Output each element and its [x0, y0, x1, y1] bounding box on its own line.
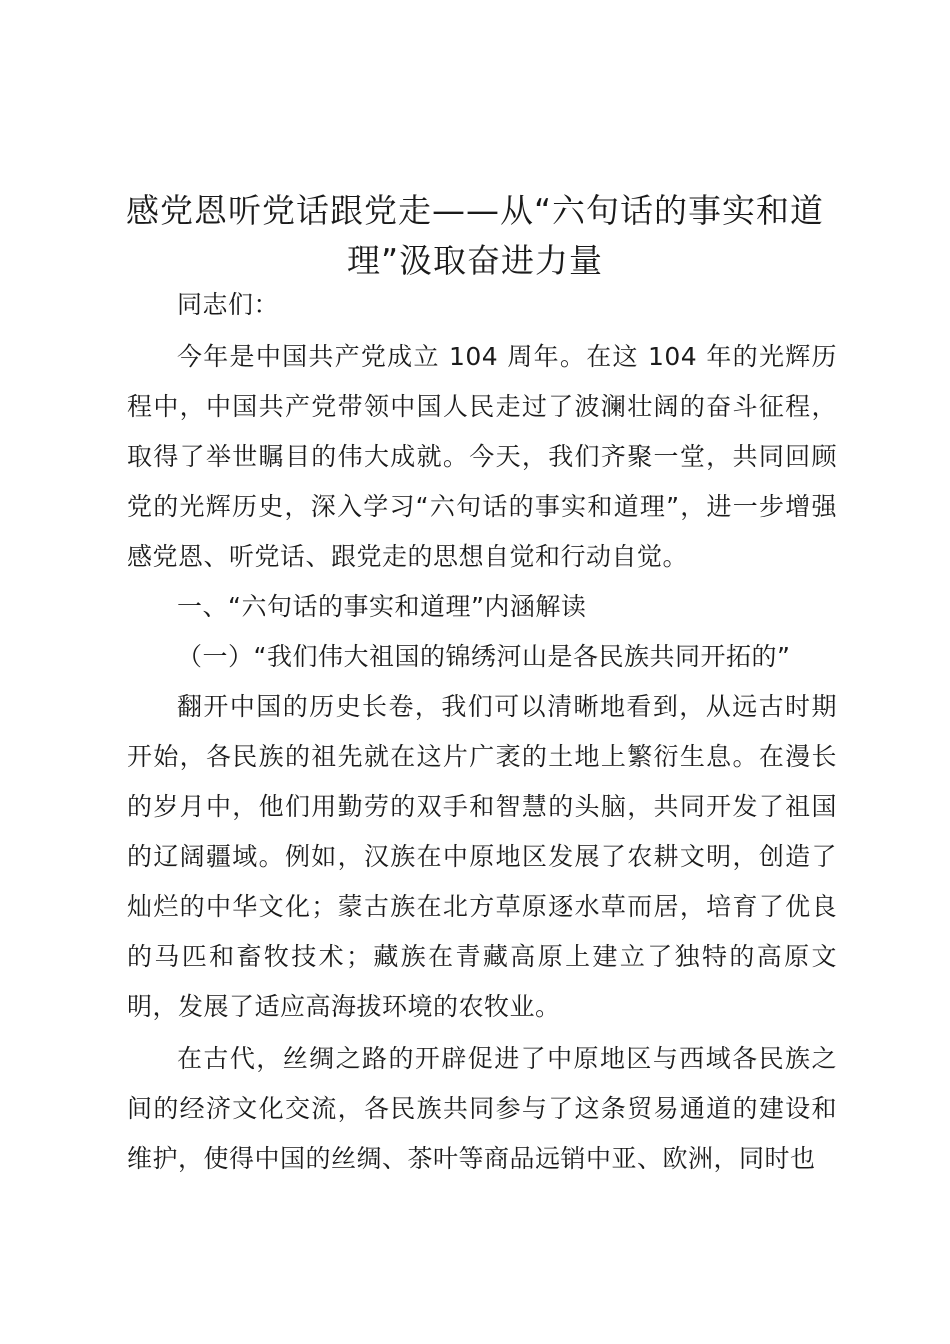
body-paragraph: 翻开中国的历史长卷，我们可以清晰地看到，从远古时期开始，各民族的祖先就在这片广袤的土地上繁衍生息。在漫长的岁月中，他们用勤劳的双手和智慧的头脑，共同开发了祖国的辽阔疆域。例如，汉族在中原地区发展了农耕文明，创造了灿烂的中华文化；蒙古族在北方草原逐水草而居，培育了优良的马匹和畜牧技术；藏族在青藏高原上建立了独特的高原文明，发展了适应高海拔环境的农牧业。 — [127, 692, 837, 1021]
subsection-heading: （一）“我们伟大祖国的锦绣河山是各民族共同开拓的” — [177, 642, 791, 671]
intro-paragraph: 今年是中国共产党成立 104 周年。在这 104 年的光辉历程中，中国共产党带领中国人民走过了波澜壮阔的奋斗征程，取得了举世瞩目的伟大成就。今天，我们齐聚一堂，共同回顾党的光辉历史，深入学习“六句话的事实和道理”，进一步增强感党恩、听党话、跟党走的思想自觉和行动自觉。 — [127, 342, 837, 571]
document-body — [127, 280, 837, 1184]
salutation: 同志们： — [177, 290, 280, 319]
document-title: 感党恩听党话跟党走——从“六句话的事实和道理”汲取奋进力量 — [125, 191, 825, 280]
body-paragraph: 在古代，丝绸之路的开辟促进了中原地区与西域各民族之间的经济文化交流，各民族共同参与了这条贸易通道的建设和维护，使得中国的丝绸、茶叶等商品远销中亚、欧洲，同时也 — [127, 1044, 837, 1173]
section-heading: 一、“六句话的事实和道理”内涵解读 — [177, 592, 587, 621]
